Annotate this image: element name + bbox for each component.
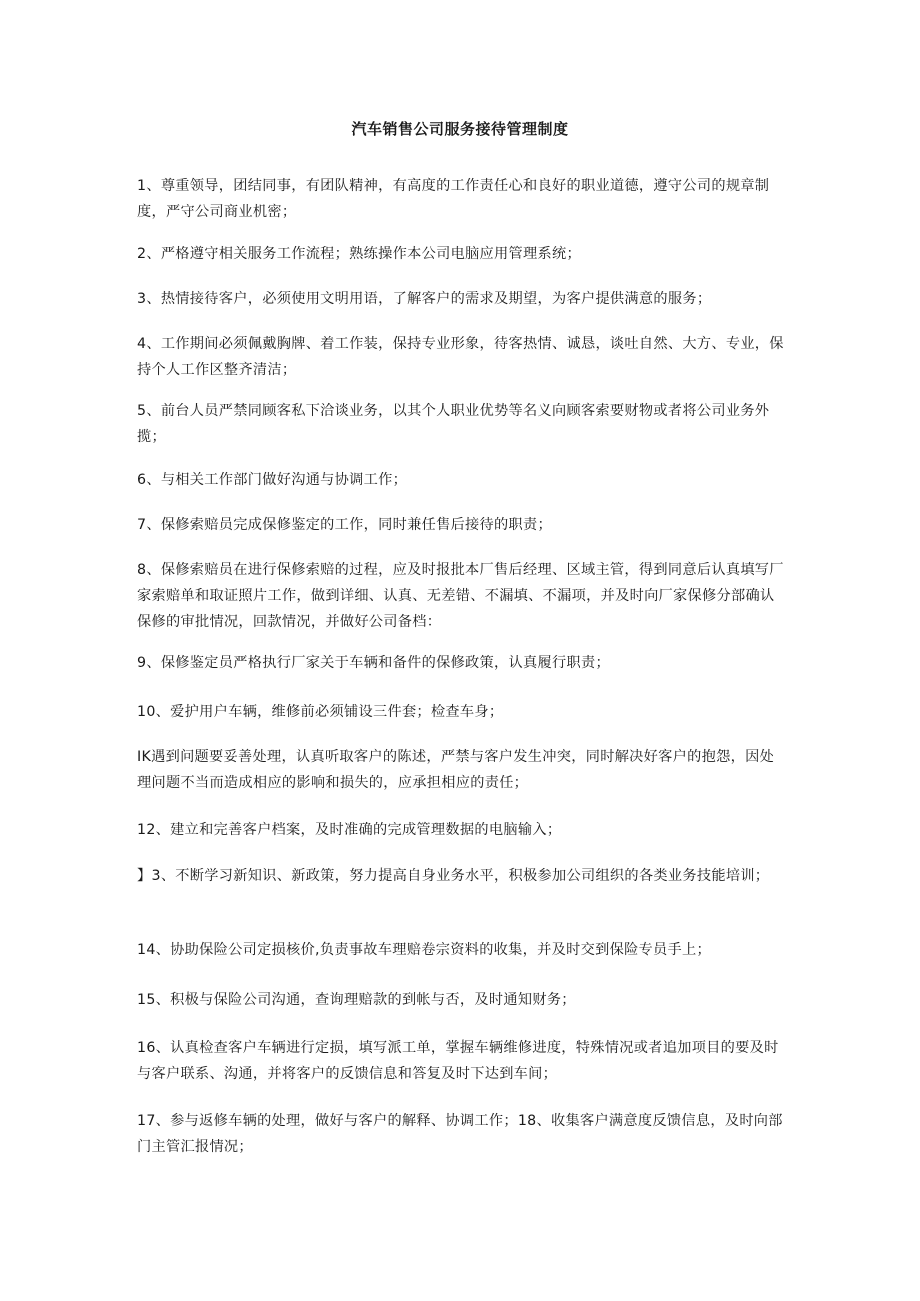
clause-14: 14、协助保险公司定损核价,负责事故车理赔卷宗资料的收集，并及时交到保险专员手上；	[137, 942, 711, 958]
clause-5: 5、前台人员严禁同顾客私下洽谈业务，以其个人职业优势等名义向顾客索要财物或者将公司业务外揽；	[137, 403, 770, 445]
document-title: 汽车销售公司服务接待管理制度	[351, 120, 569, 138]
clause-9: 9、保修鉴定员严格执行厂家关于车辆和备件的保修政策，认真履行职责；	[137, 655, 610, 671]
clause-17: 17、参与返修车辆的处理，做好与客户的解释、协调工作；18、收集客户满意度反馈信息，及时向部门主管汇报情况；	[137, 1113, 783, 1155]
clause-8: 8、保修索赔员在进行保修索赔的过程，应及时报批本厂售后经理、区域主管，得到同意后认真填写厂家索赔单和取证照片工作，做到详细、认真、无差错、不漏填、不漏项，并及时向厂家保修分部确认保修的审批情况，回款情况，并做好公司备档：	[137, 562, 784, 630]
clause-10: 10、爱护用户车辆，维修前必须铺设三件套；检查车身；	[137, 704, 504, 720]
clause-15: 15、积极与保险公司沟通，查询理赔款的到帐与否，及时通知财务；	[137, 992, 576, 1008]
clause-16: 16、认真检查客户车辆进行定损，填写派工单，掌握车辆维修进度，特殊情况或者追加项目的要及时与客户联系、沟通，并将客户的反馈信息和答复及时下达到车间；	[137, 1040, 779, 1082]
clause-7: 7、保修索赔员完成保修鉴定的工作，同时兼任售后接待的职责；	[137, 517, 552, 533]
clause-6: 6、与相关工作部门做好沟通与协调工作；	[137, 472, 408, 488]
clause-11: IK遇到问题要妥善处理，认真听取客户的陈述，严禁与客户发生冲突，同时解决好客户的抱怨，因处理问题不当而造成相应的影响和损失的，应承担相应的责任；	[137, 749, 775, 791]
clause-3: 3、热情接待客户，必须使用文明用语，了解客户的需求及期望，为客户提供满意的服务；	[137, 291, 712, 307]
clause-12: 12、建立和完善客户档案，及时准确的完成管理数据的电脑输入；	[137, 822, 562, 838]
clause-4: 4、工作期间必须佩戴胸牌、着工作装，保持专业形象，待客热情、诚恳，谈吐自然、大方、专业，保持个人工作区整齐清洁；	[137, 336, 784, 378]
clause-13: 】3、不断学习新知识、新政策，努力提高自身业务水平，积极参加公司组织的各类业务技能培训；	[137, 868, 770, 884]
clause-1: 1、尊重领导，团结同事，有团队精神，有高度的工作责任心和良好的职业道德，遵守公司的规章制度，严守公司商业机密；	[137, 178, 770, 220]
clause-2: 2、严格遵守相关服务工作流程；熟练操作本公司电脑应用管理系统；	[137, 246, 581, 262]
